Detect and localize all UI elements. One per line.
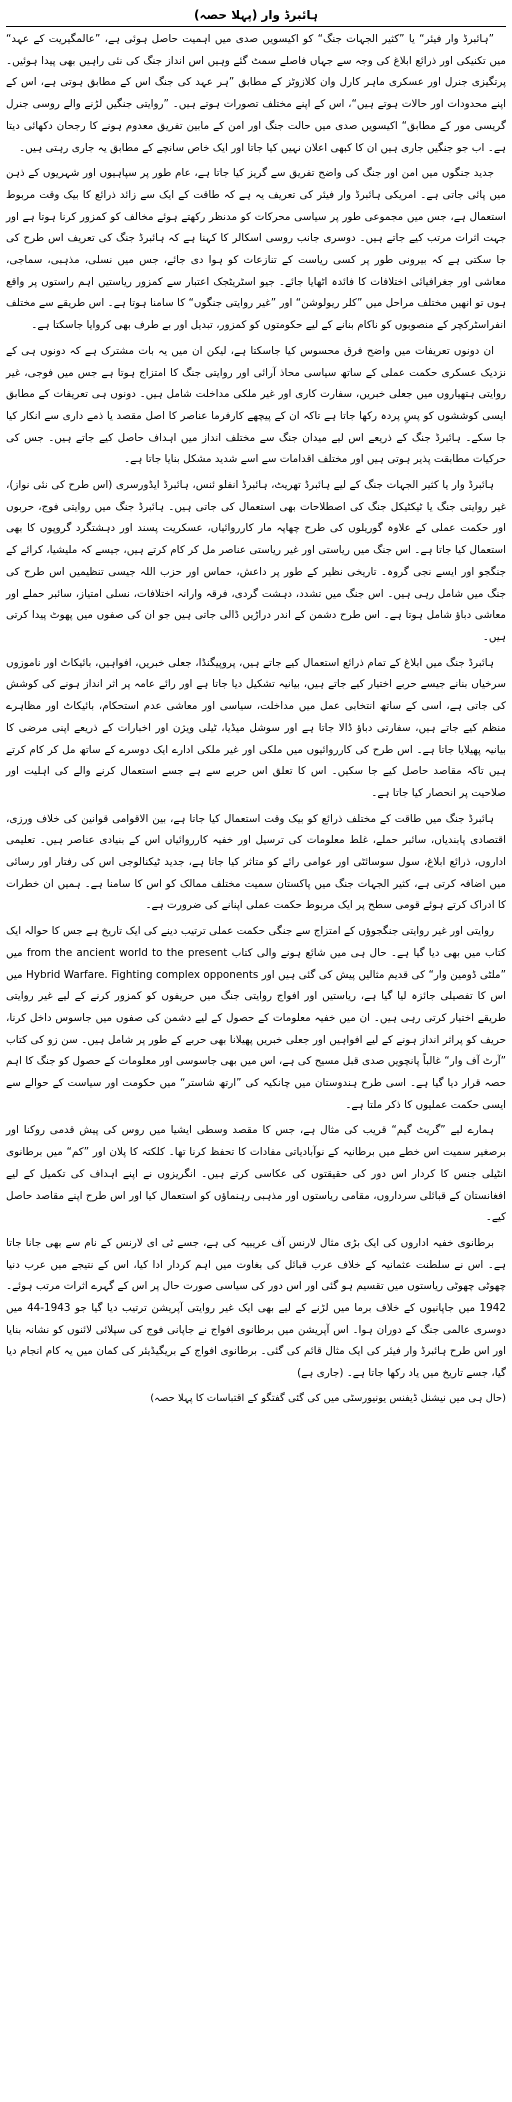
article-title: ہائبرڈ وار (پہلا حصہ) [6, 6, 506, 27]
paragraph-2: جدید جنگوں میں امن اور جنگ کی واضح تفریق سے گریز کیا جاتا ہے، عام طور پر سپاہیوں اور شہریوں کے ذہن میں پائی جاتی ہے۔ امریکی ہائبرڈ وار فیئر کی تعریف یہ ہے کہ طاقت کے ایک سے زائد ذرائع کا بیک وقت مربوط استعمال ہے، جس میں مجموعی طور پر سیاسی محرکات کو مدنظر رکھتے ہوئے مخالف کو کمزور کرنا ہوتا ہے اور جہت اثرات مرتب کیے جاتے ہیں۔ دوسری جانب روسی اسکالر کا کہنا ہے کہ ہائبرڈ جنگ کی تعریف اس طرح کی جا سکتی ہے کہ بیرونی طور پر کسی ریاست کے تنازعات کو ہوا دی جائے، جس میں نسلی، مذہبی، سماجی، معاشی اور جغرافیائی اختلافات کا فائدہ اٹھایا جائے۔ جیو اسٹریٹجک اعتبار سے کمزور ریاستیں اہم راستوں پر واقع ہوں تو انھیں مختلف مراحل میں ”کلر ریولوشن“ اور ”غیر روایتی جنگوں“ کا سامنا ہوتا ہے۔ اس طریقے سے مختلف انفراسٹرکچر کے منصوبوں کو ناکام بنانے کے لیے حکومتوں کو کمزور، تبدیل اور بے طرف بھی کروایا جاسکتا ہے۔ [6, 167, 506, 332]
paragraph-3: ان دونوں تعریفات میں واضح فرق محسوس کیا جاسکتا ہے، لیکن ان میں یہ بات مشترک ہے کہ دونوں ہی کے نزدیک عسکری حکمت عملی کے ساتھ سیاسی محاذ آرائی اور روایتی جنگ کا امتزاج ہوتا ہے جس میں فوجی، غیر روایتی ہتھیاروں میں جعلی خبریں، سفارت کاری اور غیر ملکی مداخلت شامل ہیں۔ دونوں ہی تعریفات کے مطابق ایسی کوششوں کو پسِ پردہ رکھا جاتا ہے تاکہ ان کے پیچھے کارفرما عناصر کا اصل مقصد یا ذمے داری سے انکار کیا جا سکے۔ ہائبرڈ جنگ کے ذریعے اس لیے میدان جنگ سے مختلف انداز میں اہداف حاصل کیے جاتے ہیں۔ جس کی حرکیات مطابقت پذیر ہوتی ہیں اور مختلف اقدامات سے اسے شدید مشکل بنایا جاتا ہے۔ [6, 344, 506, 466]
paragraph-9: برطانوی خفیہ اداروں کی ایک بڑی مثال لارنس آف عریبیہ کی ہے، جسے ٹی ای لارنس کے نام سے بھی جانا جاتا ہے۔ اس نے سلطنت عثمانیہ کے خلاف عرب قبائل کی بغاوت میں اہم کردار ادا کیا، اس کے نتیجے میں عرب دنیا چھوٹی چھوٹی ریاستوں میں تقسیم ہو گئی اور اس دور کی سیاسی صورت حال پر اس کے گہرے اثرات مرتب ہوئے۔ 1942 میں جاپانیوں کے خلاف برما میں لڑنے کے لیے بھی ایک غیر روایتی آپریشن ترتیب دیا گیا جو 1943-44 میں دوسری عالمی جنگ کے دوران ہوا۔ اس آپریشن میں برطانوی افواج نے جاپانی فوج کی سپلائی لائنوں کو نشانہ بنایا اور اس طرح ہائبرڈ وار فیئر کی ایک مثال قائم کی گئی۔ برطانوی افواج کے بریگیڈیئر کی کمان میں یہ کام انجام دیا گیا، جسے تاریخ میں یاد رکھا جاتا ہے۔ (جاری ہے) [6, 1236, 506, 1380]
paragraph-7: روایتی اور غیر روایتی جنگجوؤں کے امتزاج سے جنگی حکمت عملی ترتیب دینے کی ایک تاریخ ہے جس کا حوالہ ایک کتاب میں بھی دیا گیا ہے۔ حال ہی میں شائع ہونے والی کتاب from the ancient world to the present میں ”ملٹی ڈومین وار“ کی قدیم مثالیں پیش کی گئی ہیں اور Hybrid Warfare. Fighting complex opponents میں اس کا تفصیلی جائزہ لیا گیا ہے، ریاستیں اور افواج روایتی جنگ میں حریفوں کو کمزور کرنے کے لیے غیر روایتی طریقے اختیار کرتی رہی ہیں۔ ان میں خفیہ معلومات کے حصول کے لیے دشمن کی صفوں میں جاسوس داخل کرنا، حریف کو پراثر انداز ہونے کے لیے افواہیں اور جعلی خبریں پھیلانا بھی حربے کے طور پر شامل ہیں۔ سن زو کی کتاب ”آرٹ آف وار“ غالباً پانچویں صدی قبل مسیح کی ہے، اس میں بھی جاسوسی اور معلومات کے حصول کو جنگ کا اہم حصہ قرار دیا گیا ہے۔ اسی طرح ہندوستان میں چانکیہ کی ”ارتھ شاستر“ میں حکومت اور سیاست کے حوالے سے ایسی حکمت عملیوں کا ذکر ملتا ہے۔ [6, 925, 507, 1111]
paragraph-6: ہائبرڈ جنگ میں طاقت کے مختلف ذرائع کو بیک وقت استعمال کیا جاتا ہے، بین الاقوامی قوانین کی خلاف ورزی، اقتصادی پابندیاں، سائبر حملے، غلط معلومات کی ترسیل اور خفیہ کارروائیاں اس کے بنیادی عناصر ہیں۔ تعلیمی اداروں، ذرائع ابلاغ، سول سوسائٹی اور عوامی رائے کو متاثر کیا جاتا ہے، جدید ٹیکنالوجی اس کی رفتار اور رسائی میں اضافہ کرتی ہے، کثیر الجہات جنگ میں پاکستان سمیت مختلف ممالک کو اس کا سامنا ہے۔ ہمیں ان خطرات کا ادراک کرتے ہوئے قومی سطح پر ایک مربوط حکمت عملی اپنانے کی ضرورت ہے۔ [6, 812, 506, 912]
paragraph-5: ہائبرڈ جنگ میں ابلاغ کے تمام ذرائع استعمال کیے جاتے ہیں، پروپیگنڈا، جعلی خبریں، افواہیں، بائیکاٹ اور ناموزوں سرخیاں بنانے جیسے حربے اختیار کیے جاتے ہیں، بیانیہ تشکیل دیا جاتا ہے اور رائے عامہ پر اثر انداز ہونے کی کوشش کی جاتی ہے، اسی کے ساتھ انتخابی عمل میں مداخلت، سیاسی اور معاشی عدم استحکام، بائیکاٹ اور مظاہرے منظم کیے جاتے ہیں، سفارتی دباؤ ڈالا جاتا ہے اور سوشل میڈیا، ٹیلی ویژن اور اخبارات کے ذریعے اپنی مرضی کا بیانیہ پھیلایا جاتا ہے۔ اس طرح کی کارروائیوں میں ملکی اور غیر ملکی ادارے ایک دوسرے کے ساتھ مل کر کام کرتے ہیں تاکہ مقاصد حاصل کیے جا سکیں۔ اس کا تعلق اس حربے سے ہے جسے استعمال کرنے والے کی اہلیت اور صلاحیت پر انحصار کیا جاتا ہے۔ [6, 656, 506, 799]
paragraph-8: ہمارے لیے ”گریٹ گیم“ قریب کی مثال ہے، جس کا مقصد وسطی ایشیا میں روس کی پیش قدمی روکنا اور برصغیر سمیت اس خطے میں برطانیہ کے نوآبادیاتی مفادات کا تحفظ کرنا تھا۔ کلکتہ کا پلان اور ”کم“ میں برطانوی انٹیلی جنس کا کردار اس دور کی حقیقتوں کی عکاسی کرتے ہیں۔ انگریزوں نے اپنے اہداف کی تکمیل کے لیے افغانستان کے قبائلی سرداروں، مقامی ریاستوں اور مذہبی رہنماؤں کو استعمال کیا اور اس طرح اپنے مقاصد حاصل کیے۔ [6, 1124, 506, 1224]
paragraph-1: ”ہائبرڈ وار فیئر“ یا ”کثیر الجہات جنگ“ کو اکیسویں صدی میں اہمیت حاصل ہوئی ہے، ”عالمگیریت کے عہد“ میں تکنیکی اور ذرائع ابلاغ کی وجہ سے جہاں فاصلے سمٹ گئے وہیں اس انداز جنگ کی نئی راہیں بھی پیدا ہوئیں۔ پرتگیزی جنرل اور عسکری ماہر کارل وان کلازوٹز کے مطابق ”ہر عہد کی جنگ اس کے مطابق ہوتی ہے، اس کے اپنے محدودات اور حالات ہوتے ہیں“، اس کے اپنے مختلف تصورات ہوتے ہیں۔ ”روایتی جنگیں لڑنے والے روسی جنرل گریسی مور کے مطابق“ اکیسویں صدی میں حالت جنگ اور امن کے مابین تفریق معدوم ہونے کا رجحان دکھائی دیتا ہے۔ اب جو جنگیں جاری ہیں ان کا کبھی اعلان نہیں کیا جاتا اور ایک خاص سانچے کے مطابق یہ جاری رہتی ہیں۔ [6, 33, 506, 154]
article-footer-note: (حال ہی میں نیشنل ڈیفنس یونیورسٹی میں کی گئی گفتگو کے اقتباسات کا پہلا حصہ) [150, 1392, 506, 1404]
article-body [6, 29, 506, 1385]
paragraph-4: ہائبرڈ وار یا کثیر الجہات جنگ کے لیے ہائبرڈ تھریٹ، ہائبرڈ انفلو ئنس، ہائبرڈ ایڈورسری (اس طرح کی نئی نواز)، غیر روایتی جنگ یا ٹیکٹیکل جنگ کی اصطلاحات بھی استعمال کی جاتی ہیں۔ ہائبرڈ جنگ میں روایتی فوج، حربوں اور حکمت عملی کے علاوہ گوریلوں کی طرح چھاپہ مار کارروائیاں، عسکریت پسند اور دہشتگرد گروپوں کا بھی استعمال کیا جاتا ہے۔ اس جنگ میں ریاستی اور غیر ریاستی عناصر مل کر کام کرتے ہیں، جیسے کہ ملیشیا، کرائے کے جنگجو اور ایسے نجی گروہ۔ تاریخی نظیر کے طور پر داعش، حماس اور حزب اللہ جیسی تنظیمیں اس طرح کی جنگ میں شامل رہی ہیں۔ اس جنگ میں تشدد، دہشت گردی، فرقہ وارانہ اختلافات، نسلی امتیاز، سائبر حملے اور معاشی دباؤ شامل ہوتا ہے۔ اس طرح دشمن کے اندر دراڑیں ڈالی جاتی ہیں جو ان کی صفوں میں پھوٹ پیدا کرتی ہیں۔ [6, 479, 506, 643]
